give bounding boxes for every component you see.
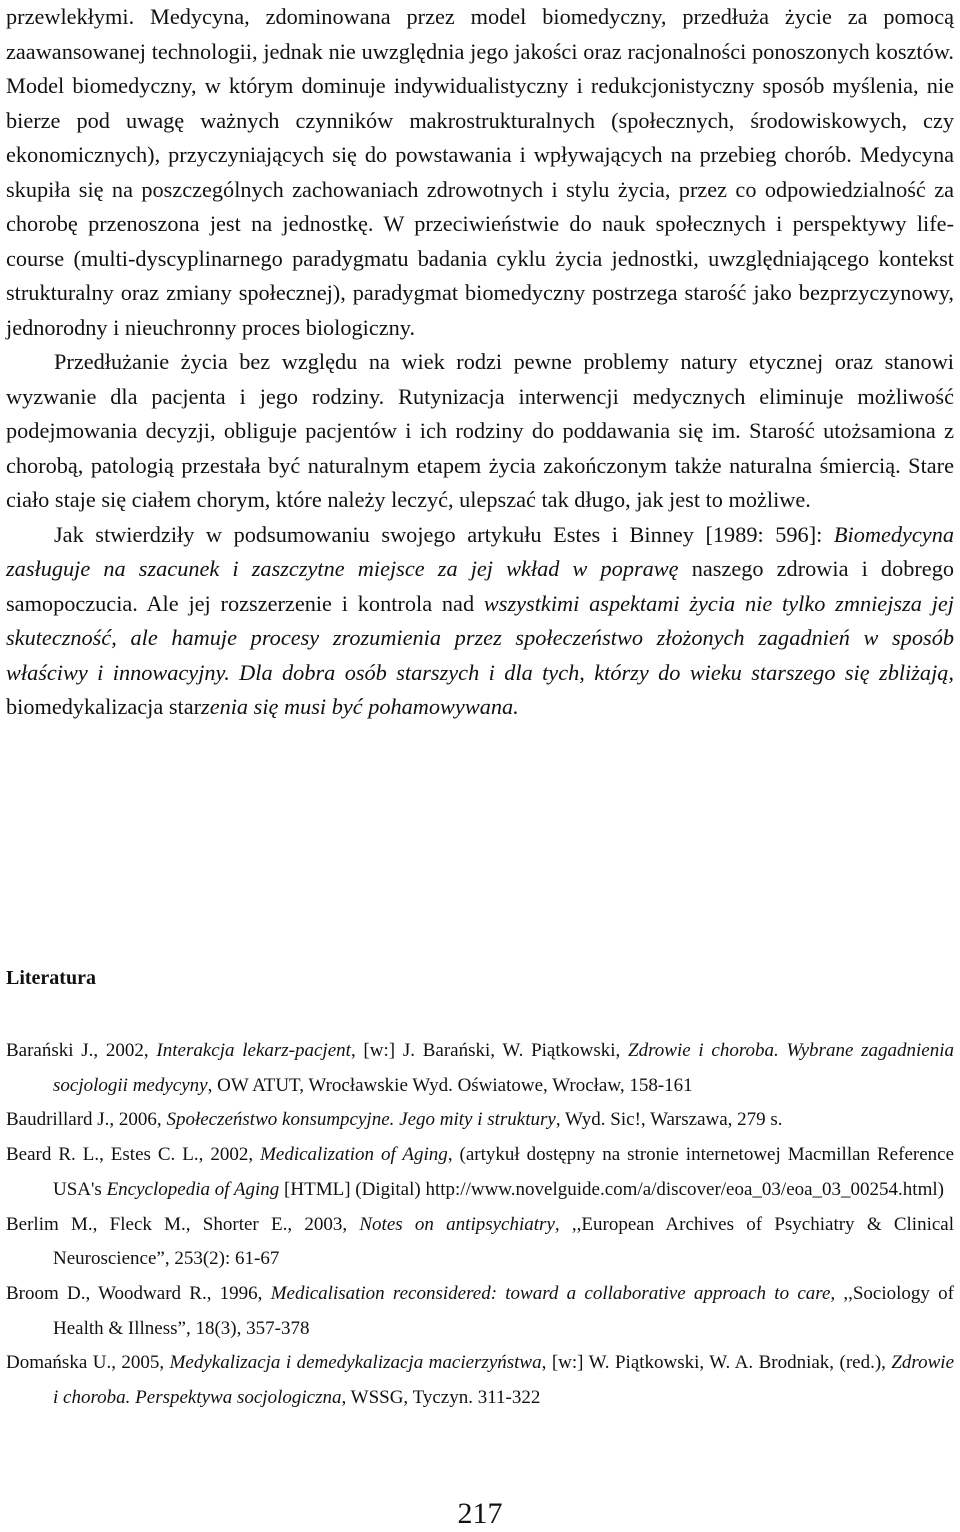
bib-text: , [w:] J. Barański, W. Piątkowski, [350, 1040, 629, 1061]
bib-entry [6, 1346, 954, 1415]
bib-text: , ,,European Archives of Psychiatry & Clinical Neuroscience”, 253(2): 61-67 [53, 1213, 955, 1270]
paragraph-3-plain-2: biomedykalizacja star [6, 694, 202, 719]
bib-title: Medicalization of Aging [260, 1144, 448, 1166]
paragraph-2: Przedłużanie życia bez względu na wiek rodzi pewne problemy natury etycznej oraz stanowi wyzwanie dla pacjenta i jego rodziny. Rutynizacja interwencji medycznych eliminuje możliwość podejmowania decyzji, obliguje pacjentów i ich rodziny do poddawania się im. Starość utożsamiona z chorobą, patologią przestała być naturalnym etapem życia zakończonym także naturalna śmiercią. Stare ciało staje się ciałem chorym, które należy leczyć, ulepszać tak długo, jak jest to możliwe. [6, 349, 954, 512]
quote-part-2: wszystkimi aspektami życia nie tylko zmniejsza jej skuteczność, ale hamuje procesy zrozumienia przez społeczeństwo złożonych zagadnień w sposób właściwy i innowacyjny. Dla dobra osób starszych i dla tych, którzy do wieku starszego się zbliżają, [6, 590, 954, 685]
page-number: 217 [457, 1497, 503, 1530]
bib-source: Encyclopedia of Aging [106, 1178, 280, 1200]
bib-text: , OW ATUT, Wrocławskie Wyd. Oświatowe, Wrocław, 158-161 [207, 1074, 693, 1096]
bib-text: , (artykuł dostępny na stronie internetowej Macmillan Reference USA's [53, 1144, 954, 1200]
paragraph-3 [6, 518, 954, 725]
main-text [6, 0, 954, 725]
bib-title: Medykalizacja i demedykalizacja macierzyństwa [169, 1352, 542, 1374]
bib-author: Broom D., Woodward R., 1996, [6, 1282, 271, 1304]
bib-text: , WSSG, Tyczyn. 311-322 [341, 1387, 541, 1409]
bib-text: ,,Sociology of Health & Illness”, 18(3), 357-378 [53, 1282, 954, 1339]
bib-author: Barański J., 2002, [6, 1040, 157, 1061]
bib-entry [6, 1138, 954, 1207]
bib-source: Zdrowie i choroba. Wybrane zagadnienia socjologii medycyny [53, 1040, 955, 1096]
bib-title: Społeczeństwo konsumpcyjne. Jego mity i struktury [166, 1109, 556, 1131]
bib-title: Notes on antipsychiatry [359, 1213, 555, 1235]
bib-author: Beard R. L., Estes C. L., 2002, [6, 1144, 261, 1166]
bib-entry [6, 1208, 954, 1277]
paragraph-1: przewlekłymi. Medycyna, zdominowana przez model biomedyczny, przedłuża życie za pomocą zaawansowanej technologii, jednak nie uwzględnia jego jakości oraz racjonalności ponoszonych kosztów. Model biomedyczny, w którym dominuje indywidualistyczny i redukcjonistyczny sposób myślenia, nie bierze pod uwagę ważnych czynników makrostrukturalnych (społecznych, środowiskowych, czy ekonomicznych), przyczyniających się do powstawania i wpływających na przebieg chorób. Medycyna skupiła się na poszczególnych zachowaniach zdrowotnych i stylu życia, przez co odpowiedzialność za chorobę przenoszona jest na jednostkę. W przeciwieństwie do nauk społecznych i perspektywy life-course (multi-dyscyplinarnego paradygmatu badania cyklu życia jednostki, uwzględniającego kontekst strukturalny oraz zmiany społecznej), paradygmat biomedyczny postrzega starość jako bezprzyczynowy, jednorodny i nieuchronny proces biologiczny. [6, 4, 954, 340]
bib-entry [6, 1034, 954, 1103]
bib-entry [6, 1103, 954, 1138]
bib-author: Baudrillard J., 2006, [6, 1109, 167, 1131]
paragraph-3-intro: Jak stwierdziły w podsumowaniu swojego artykułu Estes i Binney [1989: 596]: [54, 521, 834, 547]
literature-heading: Literatura [6, 967, 96, 989]
bib-text: , Wyd. Sic!, Warszawa, 279 s. [555, 1109, 783, 1131]
bib-text: , [w:] W. Piątkowski, W. A. Brodniak, (red.), [541, 1352, 892, 1374]
bib-source: Zdrowie i choroba. Perspektywa socjologiczna [53, 1352, 954, 1409]
bibliography [6, 1034, 954, 1416]
quote-part-1: Biomedycyna zasługuje na szacunek i zaszczytne miejsce za jej wkład w poprawę [6, 521, 954, 581]
quote-part-3: zenia się musi być pohamowywana. [201, 694, 519, 719]
paragraph-3-plain: naszego zdrowia i dobrego samopoczucia. Ale jej rozszerzenie i kontrola nad [6, 556, 955, 616]
bib-title: Medicalisation reconsidered: toward a collaborative approach to care, [270, 1282, 836, 1304]
bib-title: Interakcja lekarz-pacjent [156, 1040, 351, 1061]
bib-author: Domańska U., 2005, [6, 1352, 170, 1374]
bib-author: Berlim M., Fleck M., Shorter E., 2003, [6, 1213, 360, 1235]
bib-text: [HTML] (Digital) http://www.novelguide.com/a/discover/eoa_03/eoa_03_00254.html) [279, 1178, 944, 1200]
bib-entry [6, 1277, 954, 1346]
